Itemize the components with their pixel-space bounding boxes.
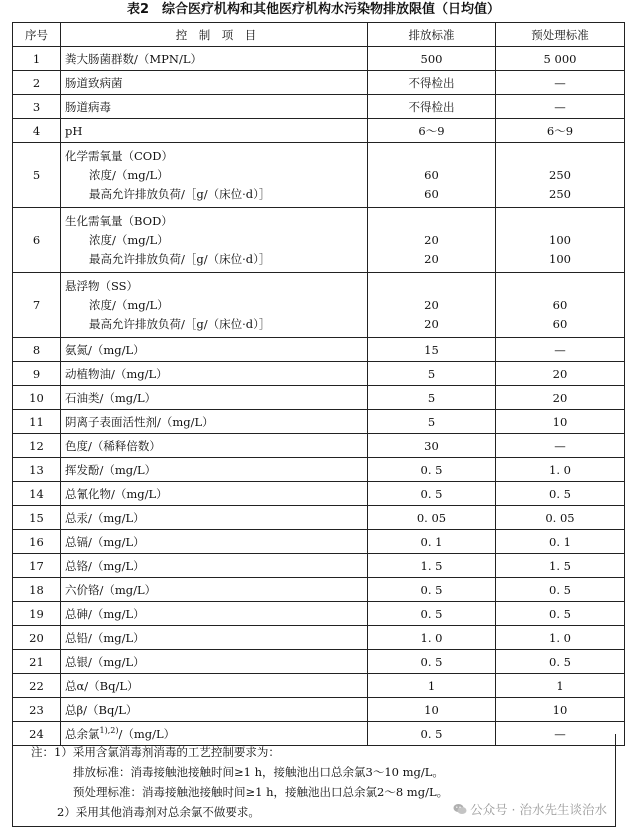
pretreat-concentration: 100 (549, 232, 571, 247)
row-item: 总镉/（mg/L） (61, 530, 368, 554)
row-discharge: 0. 5 (368, 650, 496, 674)
row-item: 总铅/（mg/L） (61, 626, 368, 650)
row-pretreat: 5 000 (496, 47, 625, 71)
row-pretreat: 1 (496, 674, 625, 698)
row-pretreat: 10 (496, 410, 625, 434)
row-item: 氨氮/（mg/L） (61, 338, 368, 362)
row-item: 总氰化物/（mg/L） (61, 482, 368, 506)
row-discharge: 10 (368, 698, 496, 722)
row-number: 14 (13, 482, 61, 506)
row-item: 总β/（Bq/L） (61, 698, 368, 722)
row-number: 2 (13, 71, 61, 95)
row-pretreat: — (496, 95, 625, 119)
row-discharge: 5 (368, 410, 496, 434)
row-pretreat: 10 (496, 698, 625, 722)
row-pretreat: 1. 0 (496, 626, 625, 650)
wechat-icon (453, 802, 467, 816)
row-item: 总α/（Bq/L） (61, 674, 368, 698)
row-discharge: 5 (368, 386, 496, 410)
row-number: 12 (13, 434, 61, 458)
row-number: 4 (13, 119, 61, 143)
row-number: 10 (13, 386, 61, 410)
table-row (13, 482, 625, 506)
row-discharge: 500 (368, 47, 496, 71)
row-number: 19 (13, 602, 61, 626)
header-discharge: 排放标准 (368, 23, 496, 47)
discharge-load: 20 (424, 316, 439, 331)
table-row (13, 674, 625, 698)
row-number: 21 (13, 650, 61, 674)
note-1-pretreat: 预处理标准：消毒接触池接触时间≥1 h，接触池出口总余氯2～8 mg/L。 (73, 785, 449, 799)
item-label: 生化需氧量（BOD） (65, 213, 173, 228)
row-discharge (368, 208, 496, 273)
row-number: 11 (13, 410, 61, 434)
row-item: 总铬/（mg/L） (61, 554, 368, 578)
row-number: 20 (13, 626, 61, 650)
table-title: 表2 综合医疗机构和其他医疗机构水污染物排放限值（日均值） (126, 2, 501, 17)
row-pretreat: 20 (496, 362, 625, 386)
table-row (13, 698, 625, 722)
pretreat-load: 100 (549, 251, 571, 266)
row-pretreat: 1. 5 (496, 554, 625, 578)
row-discharge (368, 273, 496, 338)
table-row (13, 602, 625, 626)
row-item (61, 143, 368, 208)
row-number: 24 (13, 722, 61, 746)
emission-limits-table (12, 22, 625, 746)
discharge-concentration: 20 (424, 297, 439, 312)
row-number: 6 (13, 208, 61, 273)
header-pretreat: 预处理标准 (496, 23, 625, 47)
table-row (13, 530, 625, 554)
row-number: 9 (13, 362, 61, 386)
header-row (13, 23, 625, 47)
row-pretreat: 20 (496, 386, 625, 410)
row-item: 动植物油/（mg/L） (61, 362, 368, 386)
table-row (13, 386, 625, 410)
item-sub-concentration: 浓度/（mg/L） (89, 297, 169, 312)
table-row (13, 626, 625, 650)
row-item: 总砷/（mg/L） (61, 602, 368, 626)
row-discharge: 1. 5 (368, 554, 496, 578)
item-sub-load: 最高允许排放负荷/［g/（床位·d）］ (89, 316, 271, 331)
row-item: 六价铬/（mg/L） (61, 578, 368, 602)
row-discharge: 不得检出 (368, 71, 496, 95)
note-2: 2）采用其他消毒剂对总余氯不做要求。 (57, 805, 260, 819)
discharge-load: 60 (424, 186, 439, 201)
item-sub-concentration: 浓度/（mg/L） (89, 232, 169, 247)
table-row (13, 47, 625, 71)
row-number: 22 (13, 674, 61, 698)
pretreat-concentration: 250 (549, 167, 571, 182)
row-discharge: 1. 0 (368, 626, 496, 650)
row-discharge: 30 (368, 434, 496, 458)
pretreat-load: 60 (552, 316, 568, 331)
table-row (13, 119, 625, 143)
row-discharge: 0. 5 (368, 482, 496, 506)
row-discharge: 5 (368, 362, 496, 386)
item-sub-concentration: 浓度/（mg/L） (89, 167, 169, 182)
row-number: 5 (13, 143, 61, 208)
table-row (13, 208, 625, 273)
item-unit: /（mg/L） (118, 726, 176, 741)
row-pretreat: — (496, 338, 625, 362)
row-number: 7 (13, 273, 61, 338)
row-pretreat: 0. 5 (496, 650, 625, 674)
table-row (13, 143, 625, 208)
row-pretreat: 0. 05 (496, 506, 625, 530)
item-label: 悬浮物（SS） (65, 278, 139, 293)
row-pretreat (496, 208, 625, 273)
row-item: 挥发酚/（mg/L） (61, 458, 368, 482)
row-discharge: 0. 1 (368, 530, 496, 554)
item-footnote-ref: 1),2) (99, 725, 119, 735)
discharge-concentration: 60 (424, 167, 439, 182)
row-pretreat: — (496, 722, 625, 746)
row-number: 15 (13, 506, 61, 530)
row-number: 13 (13, 458, 61, 482)
pretreat-concentration: 60 (552, 297, 568, 312)
table-row (13, 434, 625, 458)
table-row (13, 273, 625, 338)
row-discharge (368, 143, 496, 208)
row-pretreat: 0. 5 (496, 578, 625, 602)
table-row (13, 95, 625, 119)
row-item: 总银/（mg/L） (61, 650, 368, 674)
item-sub-load: 最高允许排放负荷/［g/（床位·d）］ (89, 186, 271, 201)
table-row (13, 410, 625, 434)
row-pretreat: — (496, 71, 625, 95)
table-row (13, 71, 625, 95)
row-pretreat (496, 143, 625, 208)
row-pretreat: — (496, 434, 625, 458)
row-discharge: 0. 05 (368, 506, 496, 530)
row-item: 色度/（稀释倍数） (61, 434, 368, 458)
row-item: pH (61, 119, 368, 143)
discharge-load: 20 (424, 251, 439, 266)
row-item: 石油类/（mg/L） (61, 386, 368, 410)
row-pretreat: 0. 5 (496, 482, 625, 506)
row-discharge: 不得检出 (368, 95, 496, 119)
row-number: 8 (13, 338, 61, 362)
item-label: 化学需氧量（COD） (65, 148, 173, 163)
row-discharge: 1 (368, 674, 496, 698)
row-discharge: 0. 5 (368, 458, 496, 482)
row-pretreat: 0. 5 (496, 602, 625, 626)
row-pretreat: 6～9 (496, 119, 625, 143)
table-row (13, 362, 625, 386)
row-item: 总汞/（mg/L） (61, 506, 368, 530)
row-item: 肠道致病菌 (61, 71, 368, 95)
note-1: 注：1）采用含氯消毒剂消毒的工艺控制要求为： (31, 745, 280, 759)
row-number: 1 (13, 47, 61, 71)
table-row (13, 338, 625, 362)
watermark-text: 公众号 · 治水先生谈治水 (470, 802, 607, 817)
row-pretreat: 0. 1 (496, 530, 625, 554)
row-item (61, 273, 368, 338)
row-discharge: 0. 5 (368, 578, 496, 602)
header-no: 序号 (13, 23, 61, 47)
table-row (13, 458, 625, 482)
row-item: 阴离子表面活性剂/（mg/L） (61, 410, 368, 434)
item-sub-load: 最高允许排放负荷/［g/（床位·d）］ (89, 251, 271, 266)
row-discharge: 15 (368, 338, 496, 362)
pretreat-load: 250 (549, 186, 571, 201)
header-item: 控 制 项 目 (61, 23, 368, 47)
row-item: 肠道病毒 (61, 95, 368, 119)
row-discharge: 0. 5 (368, 722, 496, 746)
row-item (61, 208, 368, 273)
row-pretreat: 1. 0 (496, 458, 625, 482)
table-row (13, 506, 625, 530)
row-number: 16 (13, 530, 61, 554)
row-number: 3 (13, 95, 61, 119)
row-discharge: 0. 5 (368, 602, 496, 626)
watermark (453, 800, 607, 818)
row-number: 17 (13, 554, 61, 578)
row-discharge: 6～9 (368, 119, 496, 143)
item-label: 总余氯 (65, 726, 100, 741)
row-pretreat (496, 273, 625, 338)
row-number: 18 (13, 578, 61, 602)
table-row (13, 578, 625, 602)
row-item: 粪大肠菌群数/（MPN/L） (61, 47, 368, 71)
table-row (13, 554, 625, 578)
table-row (13, 650, 625, 674)
discharge-concentration: 20 (424, 232, 439, 247)
note-1-discharge: 排放标准：消毒接触池接触时间≥1 h，接触池出口总余氯3～10 mg/L。 (73, 765, 444, 779)
row-number: 23 (13, 698, 61, 722)
